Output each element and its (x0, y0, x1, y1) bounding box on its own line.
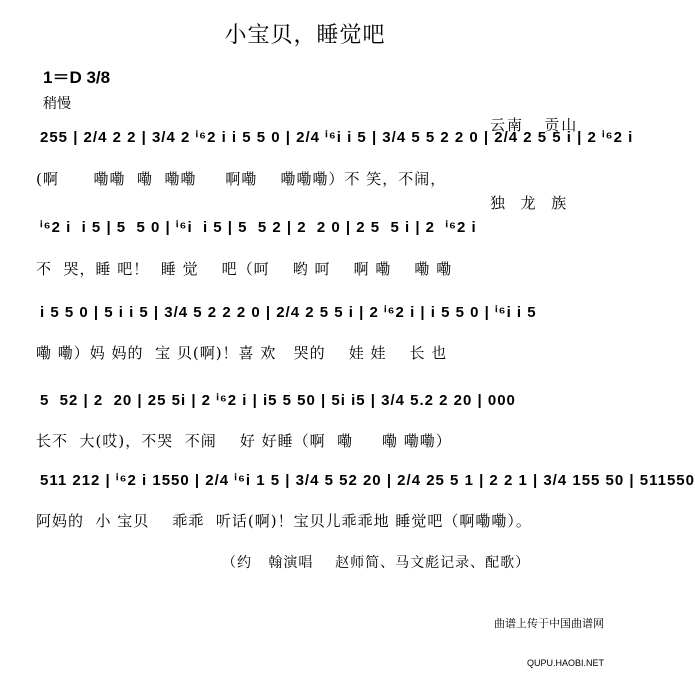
time-signature: 3/8 (86, 68, 111, 87)
notation-line-1: 255 | 2/4 2 2 | 3/4 2 ⁱ⁶2 i i 5 5 0 | 2/4 ⁱ⁶i i 5 | 3/4 5 5 2 2 0 | 2/4 2 5 5 i | 2 ⁱ⁶2 i (40, 129, 634, 146)
origin-region: 云南 贡山 (490, 116, 579, 134)
notation-line-3: i 5 5 0 | 5 i i 5 | 3/4 5 2 2 2 0 | 2/4 2 5 5 i | 2 ⁱ⁶2 i | i 5 5 0 | ⁱ⁶i i 5 (40, 304, 537, 321)
song-title: 小宝贝，睡觉吧 (224, 23, 386, 48)
watermark-text: 曲谱上传于中国曲谱网 (494, 618, 604, 630)
watermark-url: QUPU.HAOBI.NET (526, 658, 604, 668)
key-signature-block (43, 63, 110, 88)
lyrics-line-3: 嘞 嘞）妈 妈的 宝 贝(啊)！喜 欢 哭的 娃 娃 长 也 (36, 344, 448, 362)
lyrics-line-5: 阿妈的 小 宝贝 乖乖 听话(啊)！宝贝儿乖乖地 睡觉吧（啊嘞嘞）。 (36, 512, 532, 530)
lyrics-line-1: (啊 嘞嘞 嘞 嘞嘞 啊嘞 嘞嘞嘞）不 笑，不闹， (36, 170, 447, 188)
credit-line: （约 翰演唱 赵师简、马文彪记录、配歌） (222, 555, 531, 571)
key-signature: 1＝D (43, 68, 82, 87)
tempo-marking: 稍慢 (43, 96, 71, 112)
watermark (494, 592, 604, 683)
song-origin (490, 60, 578, 242)
notation-line-5: 511 212 | ⁱ⁶2 i 1550 | 2/4 ⁱ⁶i 1 5 | 3/4 5 52 20 | 2/4 25 5 1 | 2 2 1 | 3/4 155 50 | 511550 (40, 472, 695, 489)
notation-line-2: ⁱ⁶2 i i 5 | 5 5 0 | ⁱ⁶i i 5 | 5 5 2 | 2 2 0 | 2 5 5 i | 2 ⁱ⁶2 i (40, 219, 477, 236)
origin-ethnicity: 独 龙 族 (490, 194, 569, 212)
lyrics-line-2: 不 哭，睡 吧！ 睡 觉 吧（呵 哟 呵 啊 嘞 嘞 嘞 (36, 260, 453, 278)
lyrics-line-4: 长不 大(哎)，不哭 不闹 好 好睡（啊 嘞 嘞 嘞嘞） (36, 432, 452, 450)
notation-line-4: 5 52 | 2 20 | 25 5i | 2 ⁱ⁶2 i | i5 5 50 | 5i i5 | 3/4 5.2 2 20 | 000 (40, 392, 516, 409)
